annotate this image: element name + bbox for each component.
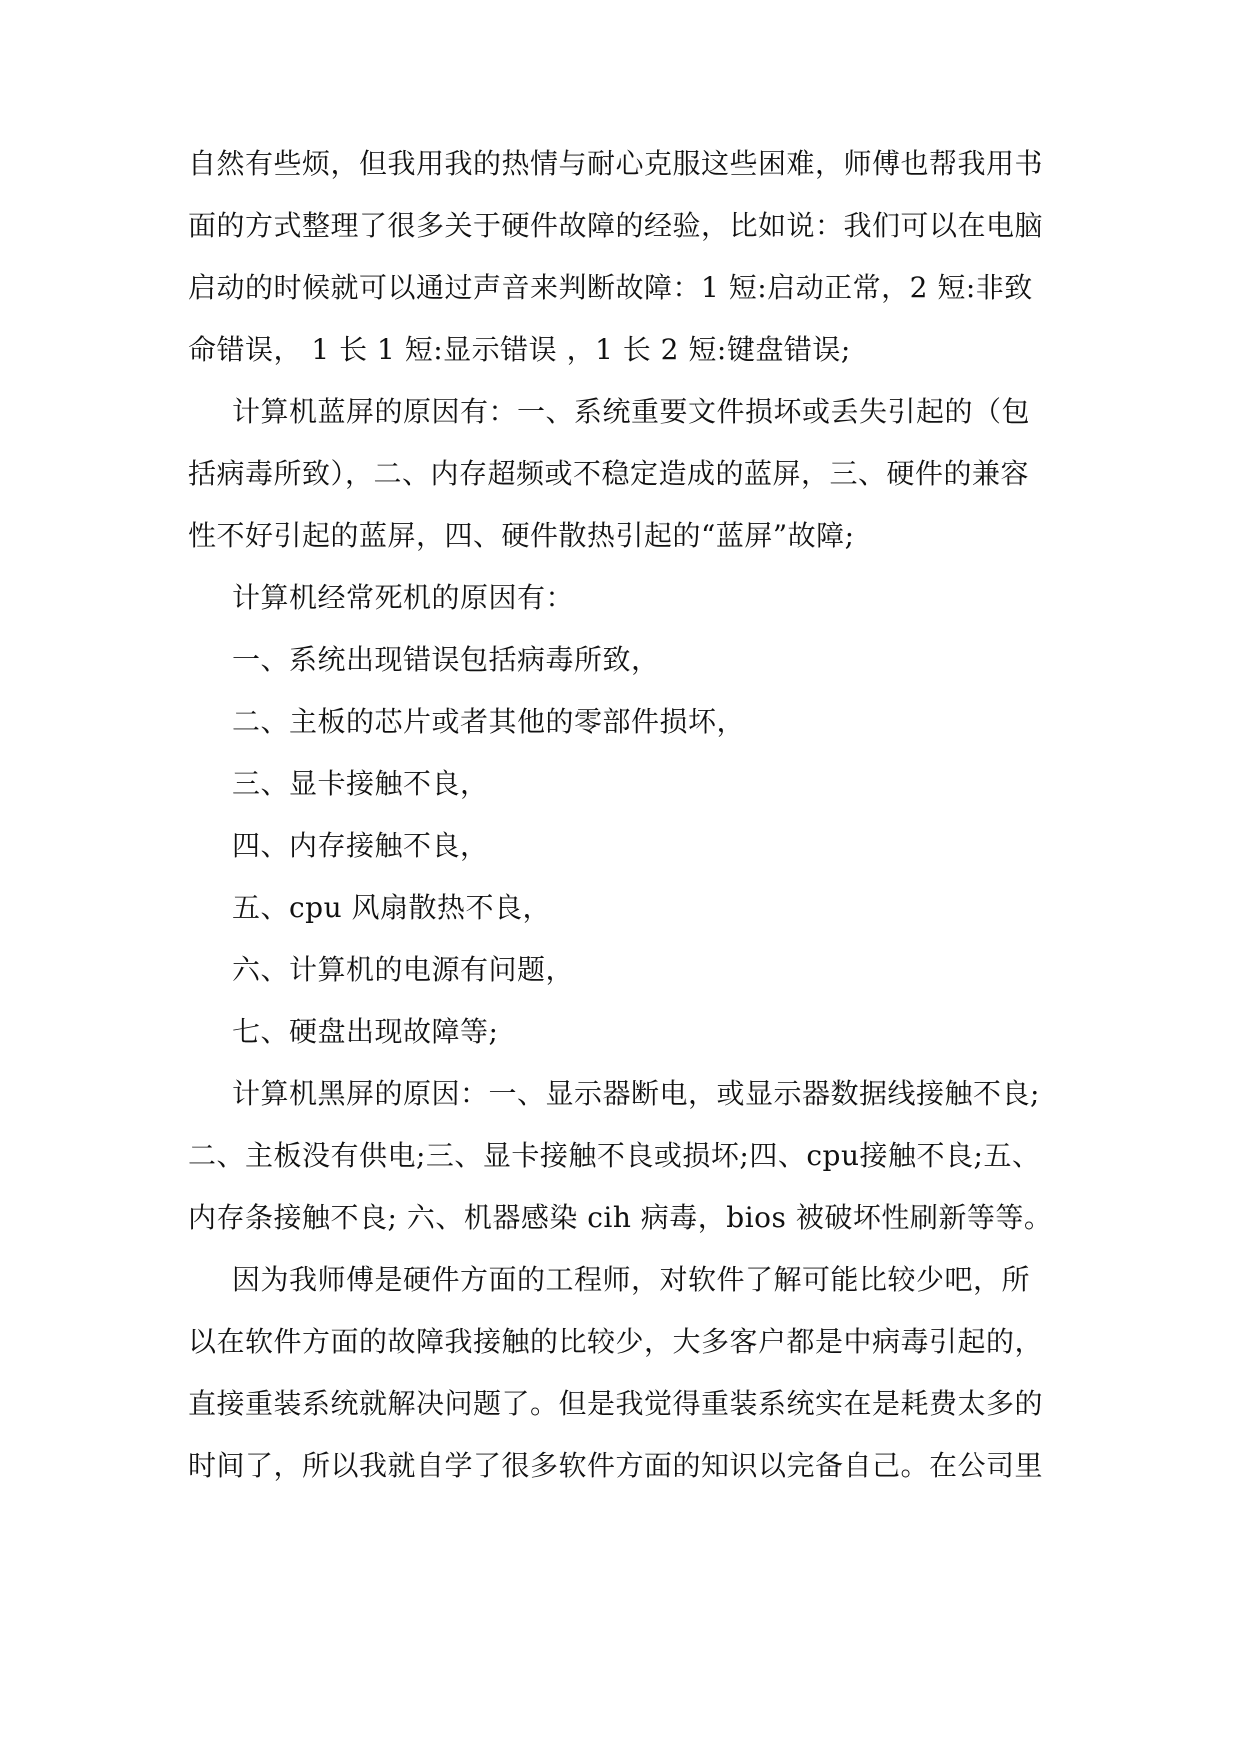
paragraph-software-start: 因为我师傅是硬件方面的工程师，对软件了解可能比较少吧，所 <box>232 1263 1031 1296</box>
paragraph-crash-heading: 计算机经常死机的原因有： <box>232 581 575 614</box>
text-line-21: 直接重装系统就解决问题了。但是我觉得重装系统实在是耗费太多的 <box>188 1387 1044 1420</box>
text-line-1: 自然有些烦，但我用我的热情与耐心克服这些困难，师傅也帮我用书 <box>188 147 1044 180</box>
crash-cause-7: 七、硬盘出现故障等; <box>232 1015 499 1048</box>
paragraph-bluescreen-start: 计算机蓝屏的原因有：一、系统重要文件损坏或丢失引起的（包 <box>232 395 1031 428</box>
crash-cause-1: 一、系统出现错误包括病毒所致， <box>232 643 660 676</box>
text-line-20: 以在软件方面的故障我接触的比较少，大多客户都是中病毒引起的， <box>188 1325 1044 1358</box>
text-line-22: 时间了，所以我就自学了很多软件方面的知识以完备自己。在公司里 <box>188 1449 1044 1482</box>
paragraph-blackscreen-start: 计算机黑屏的原因：一、显示器断电，或显示器数据线接触不良; <box>232 1077 1040 1110</box>
text-line-7: 性不好引起的蓝屏，四、硬件散热引起的“蓝屏”故障; <box>188 519 855 552</box>
crash-cause-2: 二、主板的芯片或者其他的零部件损坏， <box>232 705 746 738</box>
crash-cause-6: 六、计算机的电源有问题， <box>232 953 575 986</box>
text-line-17: 二、主板没有供电;三、显卡接触不良或损坏;四、cpu接触不良;五、 <box>188 1139 1041 1172</box>
crash-cause-5: 五、cpu 风扇散热不良， <box>232 891 552 924</box>
text-line-18: 内存条接触不良; 六、机器感染 cih 病毒，bios 被破坏性刷新等等。 <box>188 1201 1053 1234</box>
text-line-2: 面的方式整理了很多关于硬件故障的经验，比如说：我们可以在电脑 <box>188 209 1044 242</box>
text-line-4: 命错误， 1 长 1 短:显示错误 ，1 长 2 短:键盘错误; <box>188 333 851 366</box>
crash-cause-4: 四、内存接触不良， <box>232 829 489 862</box>
text-line-6: 括病毒所致），二、内存超频或不稳定造成的蓝屏，三、硬件的兼容 <box>188 457 1030 490</box>
crash-cause-3: 三、显卡接触不良， <box>232 767 489 800</box>
text-line-3: 启动的时候就可以通过声音来判断故障：1 短:启动正常，2 短:非致 <box>188 271 1033 304</box>
